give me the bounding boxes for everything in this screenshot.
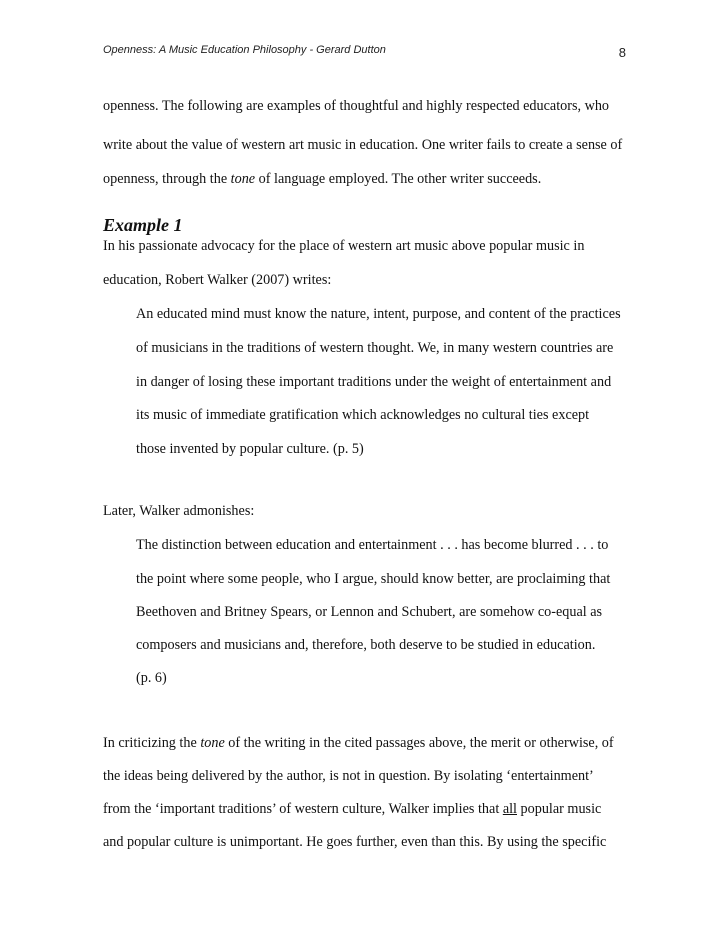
- quote1-line-1: An educated mind must know the nature, intent, purpose, and content of the practices: [136, 306, 621, 322]
- quote1-line-2: of musicians in the traditions of western thought. We, in many western countries are: [136, 340, 614, 356]
- quote2-line-2: the point where some people, who I argue, should know better, are proclaiming that: [136, 571, 611, 587]
- quote2-line-5: (p. 6): [136, 670, 167, 686]
- later-line: Later, Walker admonishes:: [103, 503, 255, 519]
- criticism-line-3-end: popular music: [517, 801, 602, 817]
- intro-emphasis-tone: tone: [230, 171, 256, 187]
- criticism-line-1-end: of the writing in the cited passages above, the merit or otherwise, of: [224, 735, 614, 751]
- criticism-line-4: and popular culture is unimportant. He goes further, even than this. By using the specific: [103, 834, 607, 850]
- criticism-line-1: [103, 734, 614, 752]
- quote1-line-4: its music of immediate gratification which acknowledges no cultural ties except: [136, 407, 590, 423]
- page-number: 8: [618, 45, 626, 60]
- criticism-line-3: [103, 800, 601, 818]
- intro-line-3-start: openness, through the: [103, 171, 231, 187]
- criticism-emphasis-tone: tone: [200, 735, 225, 751]
- quote1-line-3: in danger of losing these important traditions under the weight of entertainment and: [136, 374, 612, 390]
- intro-line-3-end: of language employed. The other writer succeeds.: [255, 171, 542, 187]
- intro-line-2: write about the value of western art music in education. One writer fails to create a sense of: [103, 137, 623, 153]
- running-title: Openness: A Music Education Philosophy - Gerard Dutton: [103, 44, 386, 56]
- criticism-line-1-start: In criticizing the: [103, 735, 201, 751]
- criticism-line-2: the ideas being delivered by the author, is not in question. By isolating ‘entertainment’: [103, 768, 594, 784]
- quote1-line-5: those invented by popular culture. (p. 5): [136, 441, 364, 457]
- criticism-line-3-start: from the ‘important traditions’ of western culture, Walker implies that: [103, 801, 503, 817]
- advocacy-line-2: education, Robert Walker (2007) writes:: [103, 272, 332, 288]
- example-heading: Example 1: [103, 215, 183, 235]
- advocacy-line-1: In his passionate advocacy for the place of western art music above popular music in: [103, 238, 585, 254]
- criticism-underline-all: all: [502, 801, 517, 817]
- intro-line-1: openness. The following are examples of thoughtful and highly respected educators, who: [103, 98, 610, 114]
- page-header: [103, 44, 628, 62]
- quote2-line-1: The distinction between education and entertainment . . . has become blurred . . . to: [136, 537, 609, 553]
- intro-line-3: [103, 170, 541, 188]
- quote2-line-4: composers and musicians and, therefore, both deserve to be studied in education.: [136, 637, 596, 653]
- quote2-line-3: Beethoven and Britney Spears, or Lennon and Schubert, are somehow co-equal as: [136, 604, 603, 620]
